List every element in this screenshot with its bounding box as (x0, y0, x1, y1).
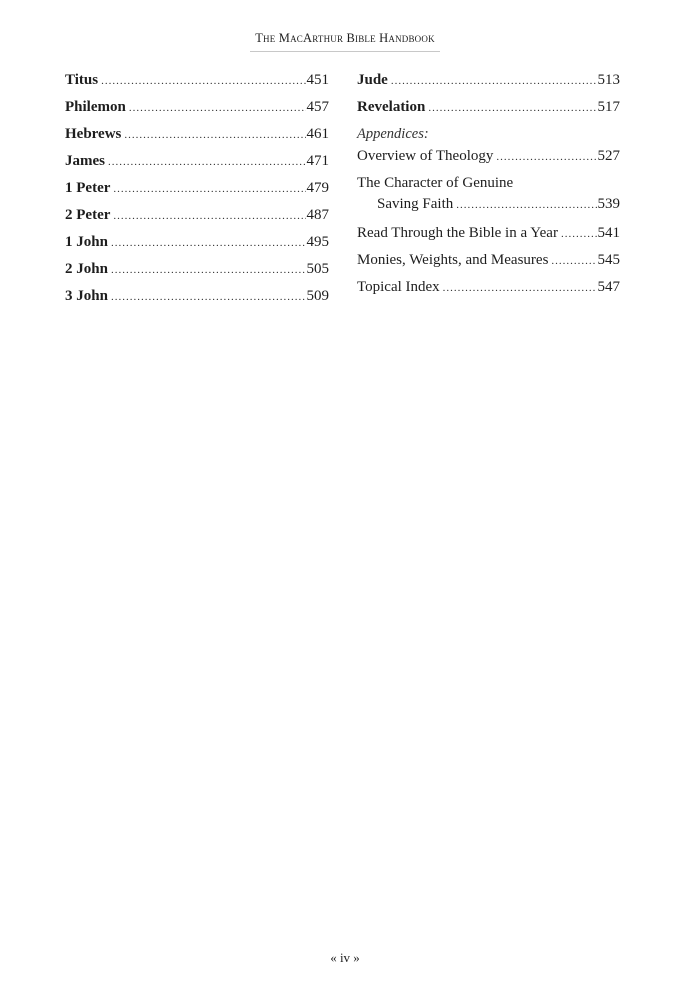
toc-entry-page: 487 (306, 207, 329, 223)
toc-entry-1-peter (65, 178, 329, 205)
dot-leader (561, 224, 597, 244)
page-folio: « iv » (330, 950, 360, 965)
toc-entry-titus (65, 70, 329, 97)
dot-leader (111, 233, 306, 253)
toc-entry-3-john (65, 286, 329, 313)
toc-entry-page: 451 (306, 72, 329, 88)
toc-entry-title: 2 John (65, 261, 108, 277)
dot-leader (551, 251, 596, 271)
running-head: The MacArthur Bible Handbook (255, 31, 435, 45)
appendices-label: Appendices: (357, 126, 429, 142)
toc-entry-page: 471 (306, 153, 329, 169)
toc-entry-hebrews (65, 124, 329, 151)
dot-leader (129, 98, 306, 118)
dot-leader (124, 125, 305, 145)
dot-leader (456, 195, 596, 215)
dot-leader (428, 98, 596, 118)
toc-entry-page: 505 (306, 261, 329, 277)
toc-entry-page: 513 (597, 72, 620, 88)
dot-leader (113, 206, 305, 226)
toc-entry-title: Topical Index (357, 279, 440, 295)
dot-leader (111, 260, 306, 280)
toc-entry-james (65, 151, 329, 178)
toc-entry-revelation (357, 97, 620, 124)
toc-entry-monies-weights-measures (357, 250, 620, 277)
toc-entry-page: 509 (306, 288, 329, 304)
dot-leader (108, 152, 306, 172)
toc-entry-title: Philemon (65, 99, 126, 115)
toc-entry-title: 1 John (65, 234, 108, 250)
toc-entry-line2 (357, 194, 620, 215)
toc-entry-page: 461 (306, 126, 329, 142)
toc-entry-title: 2 Peter (65, 207, 111, 223)
toc-entry-read-through-the-bible (357, 223, 620, 250)
toc-left-column (65, 70, 329, 313)
toc-entry-jude (357, 70, 620, 97)
toc-entry-title: Overview of Theology (357, 148, 494, 164)
toc-right-column (357, 70, 620, 304)
toc-entry-title: Jude (357, 72, 388, 88)
toc-entry-character-of-genuine-saving-faith (357, 173, 620, 223)
toc-entry-topical-index (357, 277, 620, 304)
toc-entry-page: 495 (306, 234, 329, 250)
toc-entry-philemon (65, 97, 329, 124)
toc-entry-page: 541 (597, 225, 620, 241)
toc-entry-overview-of-theology (357, 146, 620, 173)
toc-entry-title: Read Through the Bible in a Year (357, 225, 558, 241)
dot-leader (111, 287, 306, 307)
toc-entry-title: Monies, Weights, and Measures (357, 252, 549, 268)
dot-leader (443, 278, 597, 298)
toc-entry-page: 479 (306, 180, 329, 196)
dot-leader (113, 179, 305, 199)
toc-entry-page: 545 (597, 252, 620, 268)
toc-entry-page: 539 (597, 196, 620, 212)
toc-entry-title-line2: Saving Faith (377, 196, 454, 212)
toc-entry-page: 457 (306, 99, 329, 115)
toc-entry-title: Titus (65, 72, 99, 88)
toc-entry-title: Revelation (357, 99, 426, 115)
header-rule (250, 51, 440, 52)
toc-entry-page: 527 (597, 148, 620, 164)
toc-entry-1-john (65, 232, 329, 259)
dot-leader (391, 71, 597, 91)
toc-entry-title: James (65, 153, 105, 169)
dot-leader (496, 147, 596, 167)
dot-leader (101, 71, 305, 91)
toc-entry-title-line1: The Character of Genuine (357, 175, 514, 191)
toc-entry-title: 3 John (65, 288, 108, 304)
toc-entry-page: 547 (597, 279, 620, 295)
toc-entry-title: 1 Peter (65, 180, 111, 196)
toc-entry-title: Hebrews (65, 126, 122, 142)
toc-entry-2-peter (65, 205, 329, 232)
toc-entry-2-john (65, 259, 329, 286)
toc-entry-page: 517 (597, 99, 620, 115)
